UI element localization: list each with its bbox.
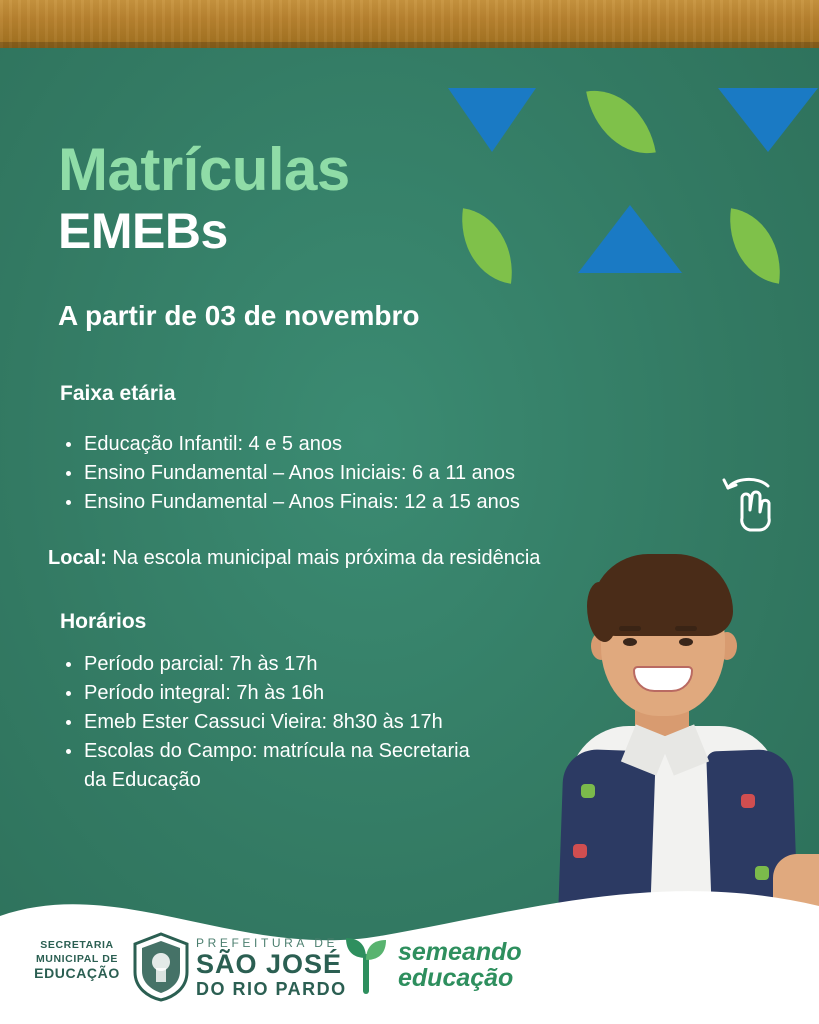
prefeitura-line1: PREFEITURA DE — [196, 936, 339, 950]
footer — [0, 914, 819, 1024]
triangle-down-icon — [448, 88, 536, 152]
eyebrow-left — [619, 626, 641, 631]
chalkboard-wood-frame — [0, 0, 819, 48]
list-item: Escolas do Campo: matrícula na Secretaria — [62, 737, 470, 766]
vest-pattern — [741, 794, 755, 808]
list-item: Ensino Fundamental – Anos Iniciais: 6 a 11 anos — [62, 459, 520, 488]
section-heading-age: Faixa etária — [60, 382, 176, 405]
secretaria-line1: SECRETARIA — [40, 939, 114, 951]
location-label: Local: — [48, 547, 107, 569]
list-item: Ensino Fundamental – Anos Finais: 12 a 15 anos — [62, 488, 520, 517]
hair-side — [587, 582, 617, 642]
triangle-down-icon — [718, 88, 818, 152]
logo-secretaria-educacao — [22, 938, 132, 980]
section-heading-hours: Horários — [60, 610, 147, 633]
list-item: Período parcial: 7h às 17h — [62, 650, 470, 679]
prefeitura-line3: DO RIO PARDO — [196, 979, 347, 999]
wood-grain-texture — [0, 0, 819, 48]
vest-pattern — [581, 784, 595, 798]
page-title: Matrículas — [58, 136, 350, 203]
list-item: Educação Infantil: 4 e 5 anos — [62, 430, 520, 459]
sprout-icon — [342, 934, 390, 996]
logo-prefeitura — [196, 936, 347, 999]
list-item: Período integral: 7h às 16h — [62, 679, 470, 708]
logo-semeando-educacao — [342, 934, 522, 996]
list-item-continuation: da Educação — [84, 769, 201, 791]
eyebrow-right — [675, 626, 697, 631]
age-list — [62, 430, 520, 517]
prefeitura-line2: SÃO JOSÉ — [196, 949, 343, 979]
list-item: Emeb Ester Cassuci Vieira: 8h30 às 17h — [62, 708, 470, 737]
city-crest-icon — [132, 932, 190, 1002]
semeando-wordmark — [398, 939, 522, 991]
triangle-up-icon — [578, 205, 682, 273]
semeando-line1: semeando — [398, 938, 522, 966]
location-line — [48, 547, 540, 570]
location-value: Na escola municipal mais próxima da residência — [106, 547, 541, 569]
secretaria-line2: MUNICIPAL DE — [35, 953, 119, 965]
secretaria-line3: EDUCAÇÃO — [34, 965, 120, 981]
hand-tap-icon — [718, 472, 782, 536]
eye-right — [679, 638, 693, 646]
start-date-text: A partir de 03 de novembro — [58, 300, 420, 331]
hours-list — [62, 650, 470, 795]
page-subtitle: EMEBs — [58, 203, 228, 259]
semeando-line2: educação — [398, 964, 514, 992]
vest-pattern — [573, 844, 587, 858]
eye-left — [623, 638, 637, 646]
